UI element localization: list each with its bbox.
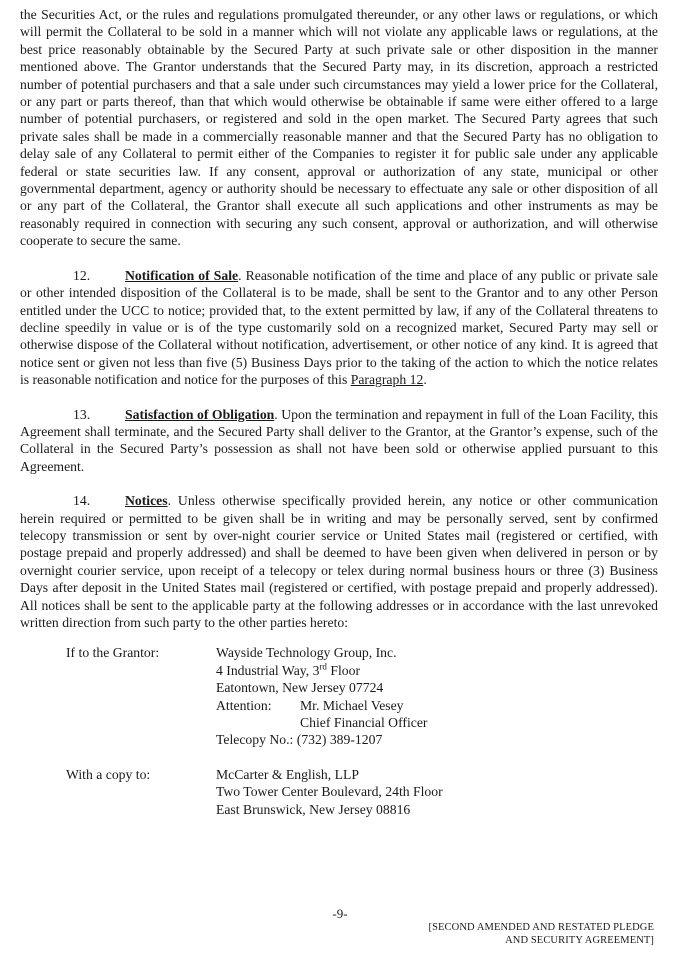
street-floor: Floor bbox=[326, 662, 361, 678]
grantor-company: Wayside Technology Group, Inc. bbox=[216, 645, 397, 661]
grantor-address bbox=[216, 644, 427, 748]
notice-addresses bbox=[20, 644, 658, 818]
document-footer bbox=[429, 921, 655, 947]
footer-line-2: AND SECURITY AGREEMENT] bbox=[505, 935, 654, 946]
grantor-attention bbox=[216, 697, 427, 714]
copy-company: McCarter & English, LLP bbox=[216, 766, 359, 782]
copy-street: Two Tower Center Boulevard, 24th Floor bbox=[216, 784, 443, 800]
section-text: . Unless otherwise specifically provided herein, any notice or other communication herein required or permitted to be given shall be in writing and may be personally served, sent by confirmed telecopy transmission or sent by over-night courier service or United States mail (registered or certified, with postage prepaid and properly addressed) and shall be deemed to have been given when delivered in person or by overnight courier service, upon receipt of a telecopy or telex during normal business hours or three (3) Business Days after deposit in the United States mail (registered or certified, with postage prepaid and properly addressed). All notices shall be sent to the applicable party at the following addresses or in accordance with the last unrevoked written direction from such party to the other parties hereto: bbox=[20, 493, 658, 630]
attention-title: Chief Financial Officer bbox=[300, 715, 428, 731]
document-page bbox=[20, 6, 658, 835]
attention-label: Attention: bbox=[216, 697, 272, 713]
section-number: 14. bbox=[73, 493, 91, 509]
section-text-end: . bbox=[423, 372, 427, 388]
section-number: 12. bbox=[73, 267, 91, 283]
grantor-street bbox=[216, 662, 427, 679]
copy-address bbox=[216, 766, 443, 818]
section-heading: Notification of Sale bbox=[125, 267, 239, 283]
footer-line-1: [SECOND AMENDED AND RESTATED PLEDGE bbox=[428, 922, 654, 933]
paragraph-intro: the Securities Act, or the rules and regulations promulgated thereunder, or any other laws or regulations, or which will permit the Collateral to be sold in a manner which will not violate any applicable laws or regulations, at the best price reasonably obtainable by the Secured Party at such private sale or other disposition in the manner mentioned above. The Grantor understands that the Secured Party may, in its discretion, approach a restricted number of potential purchasers and that a sale under such circumstances may yield a lower price for the Collateral, or any part or parts thereof, than that which would otherwise be obtainable if same were either offered to a large number of potential purchasers, or registered and sold in the open market. The Secured Party agrees that such private sales shall be made in a commercially reasonable manner and that the Secured Party has no obligation to delay sale of any Collateral to permit either of the Companies to register it for public sale under any applicable federal or state securities law. If any consent, approval or authorization of any state, municipal or other governmental department, agency or authority should be necessary to effectuate any sale or other disposition of all or any part of the Collateral, the Grantor shall execute all such applications and other instruments as may be reasonably required in connection with securing any such consent, approval or authorization, and will otherwise cooperate to secure the same. bbox=[20, 7, 658, 249]
section-heading: Satisfaction of Obligation bbox=[125, 406, 275, 422]
copy-label: With a copy to: bbox=[66, 766, 151, 782]
section-heading: Notices bbox=[125, 493, 168, 509]
page-number: -9- bbox=[332, 906, 348, 921]
grantor-address-row bbox=[20, 644, 658, 748]
attention-name: Mr. Michael Vesey bbox=[300, 697, 404, 713]
section-14 bbox=[20, 492, 658, 631]
street-text: 4 Industrial Way, 3 bbox=[216, 662, 320, 678]
section-text: . Reasonable notification of the time and place of any public or private sale or other intended disposition of the Collateral is to be made, shall be sent to the Grantor and to any other Person entitled under the UCC to notice; provided that, to the extent permitted by law, if any of the Collateral threatens to decline speedily in value or is of the type customarily sold on a recognized market, Secured Party may sell or otherwise dispose of the Collateral without notification, advertisement, or other notice of any kind. It is agreed that notice sent or given not less than five (5) Business Days prior to the taking of the action to which the notice relates is reasonable notification and notice for the purposes of this bbox=[20, 267, 658, 388]
copy-city: East Brunswick, New Jersey 08816 bbox=[216, 801, 411, 817]
section-number: 13. bbox=[73, 406, 91, 422]
paragraph-reference-link: Paragraph 12 bbox=[350, 372, 424, 388]
grantor-city: Eatontown, New Jersey 07724 bbox=[216, 680, 384, 696]
grantor-label: If to the Grantor: bbox=[66, 645, 160, 661]
street-ordinal: rd bbox=[319, 661, 327, 672]
grantor-telecopy: Telecopy No.: (732) 389-1207 bbox=[216, 732, 383, 748]
section-13 bbox=[20, 406, 658, 476]
section-text: . Upon the termination and repayment in full of the Loan Facility, this Agreement shall terminate, and the Secured Party shall deliver to the Grantor, at the Grantor’s expense, such of the Collateral in the Secured Party’s possession as shall not have been sold or otherwise applied pursuant to this Agreement. bbox=[20, 406, 658, 474]
copy-address-row bbox=[20, 766, 658, 818]
section-12 bbox=[20, 267, 658, 389]
